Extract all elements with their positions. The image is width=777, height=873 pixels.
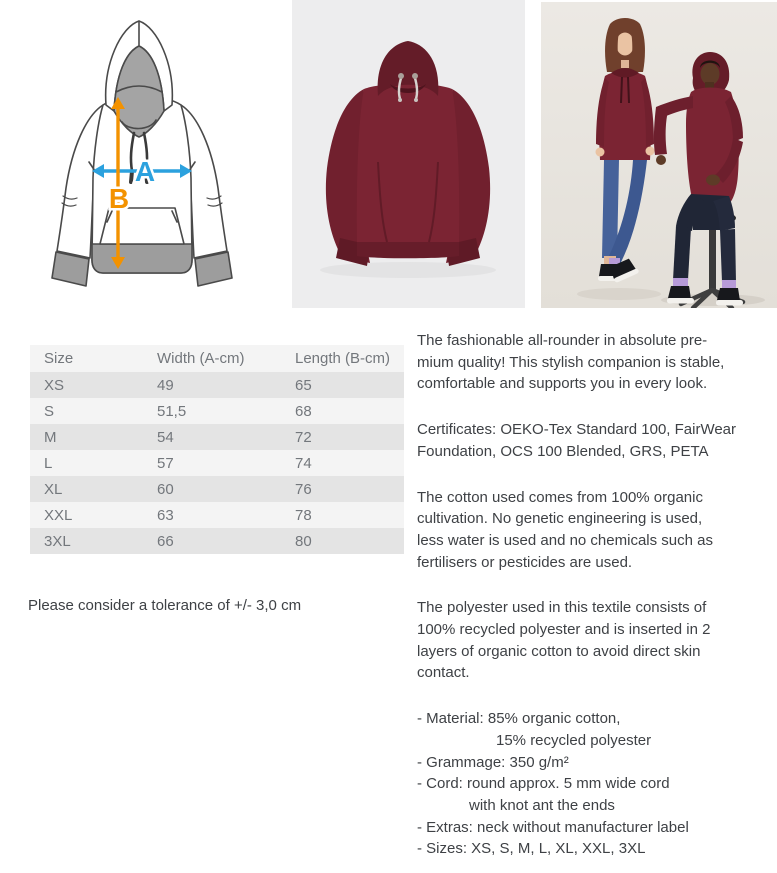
hoodie-measurement-diagram bbox=[42, 12, 242, 302]
text-line: less water is used and no chemicals such as bbox=[417, 531, 713, 549]
width-cell: 66 bbox=[157, 532, 174, 550]
text-line: cultivation. No genetic engineering is used, bbox=[417, 510, 703, 528]
column-header-length: Length (B-cm) bbox=[295, 350, 391, 367]
detail-item: - Cord: round approx. 5 mm wide cord bbox=[417, 775, 670, 793]
length-cell: 80 bbox=[295, 532, 312, 550]
hoodie-outline bbox=[52, 21, 232, 286]
description-paragraph bbox=[417, 330, 765, 395]
length-cell: 74 bbox=[295, 454, 312, 472]
text-line: Foundation, OCS 100 Blended, GRS, PETA bbox=[417, 442, 709, 460]
width-cell: 60 bbox=[157, 480, 174, 498]
text-line: Certificates: OEKO-Tex Standard 100, FairWear bbox=[417, 421, 737, 439]
table-row bbox=[30, 502, 404, 528]
cuff-left bbox=[52, 252, 89, 286]
width-cell: 54 bbox=[157, 428, 174, 446]
length-cell: 68 bbox=[295, 402, 312, 420]
size-cell: 3XL bbox=[44, 532, 71, 550]
size-table-header-row bbox=[30, 345, 404, 372]
text-line: fertilisers or pesticides are used. bbox=[417, 553, 633, 571]
models-wearing-hoodies-image bbox=[541, 2, 777, 308]
text-line: contact. bbox=[417, 664, 470, 682]
size-cell: XS bbox=[44, 376, 65, 394]
length-cell: 76 bbox=[295, 480, 312, 498]
table-row bbox=[30, 424, 404, 450]
width-cell: 51,5 bbox=[157, 402, 187, 420]
detail-item: with knot ant the ends bbox=[469, 796, 615, 814]
text-line: The polyester used in this textile consists of bbox=[417, 599, 707, 617]
table-row bbox=[30, 528, 404, 554]
size-cell: S bbox=[44, 402, 55, 420]
column-header-width: Width (A-cm) bbox=[157, 350, 245, 367]
detail-item: 15% recycled polyester bbox=[496, 731, 652, 749]
size-cell: L bbox=[44, 454, 53, 472]
text-line: The fashionable all-rounder in absolute pre- bbox=[417, 332, 708, 349]
size-cell: XXL bbox=[44, 506, 73, 524]
text-line: mium quality! This stylish companion is stable, bbox=[417, 353, 725, 371]
details-list bbox=[417, 708, 765, 860]
table-row bbox=[30, 398, 404, 424]
detail-item: - Grammage: 350 g/m² bbox=[417, 753, 569, 771]
certificates-paragraph bbox=[417, 419, 765, 462]
length-cell: 78 bbox=[295, 506, 312, 524]
cotton-paragraph bbox=[417, 487, 765, 574]
width-label-a: A bbox=[134, 156, 156, 187]
width-cell: 57 bbox=[157, 454, 174, 472]
hem-band bbox=[92, 244, 192, 273]
length-cell: 65 bbox=[295, 376, 312, 394]
size-cell: XL bbox=[44, 480, 63, 498]
width-cell: 63 bbox=[157, 506, 174, 524]
length-cell: 72 bbox=[295, 428, 312, 446]
detail-item: - Sizes: XS, S, M, L, XL, XXL, 3XL bbox=[417, 840, 646, 858]
polyester-paragraph bbox=[417, 597, 765, 684]
text-line: comfortable and supports you in every look. bbox=[417, 375, 708, 393]
table-row bbox=[30, 450, 404, 476]
hoodie-garment bbox=[326, 41, 490, 266]
length-label-b: B bbox=[108, 183, 130, 214]
cuff-right bbox=[195, 252, 232, 286]
product-description bbox=[417, 330, 765, 873]
text-line: The cotton used comes from 100% organic bbox=[417, 488, 703, 506]
detail-item: - Material: 85% organic cotton, bbox=[417, 710, 621, 728]
detail-item: - Extras: neck without manufacturer label bbox=[417, 818, 689, 836]
table-row bbox=[30, 476, 404, 502]
table-row bbox=[30, 372, 404, 398]
burgundy-hoodie-image bbox=[292, 0, 525, 308]
text-line: 100% recycled polyester and is inserted in 2 bbox=[417, 621, 711, 639]
size-cell: M bbox=[44, 428, 57, 446]
width-cell: 49 bbox=[157, 376, 174, 394]
product-photo bbox=[292, 0, 525, 308]
models-photo bbox=[541, 2, 777, 308]
column-header-size: Size bbox=[44, 350, 74, 367]
size-diagram-figure bbox=[42, 12, 242, 302]
text-line: layers of organic cotton to avoid direct skin bbox=[417, 642, 701, 660]
size-table bbox=[30, 345, 404, 554]
tolerance-note: Please consider a tolerance of +/- 3,0 cm bbox=[28, 597, 302, 614]
